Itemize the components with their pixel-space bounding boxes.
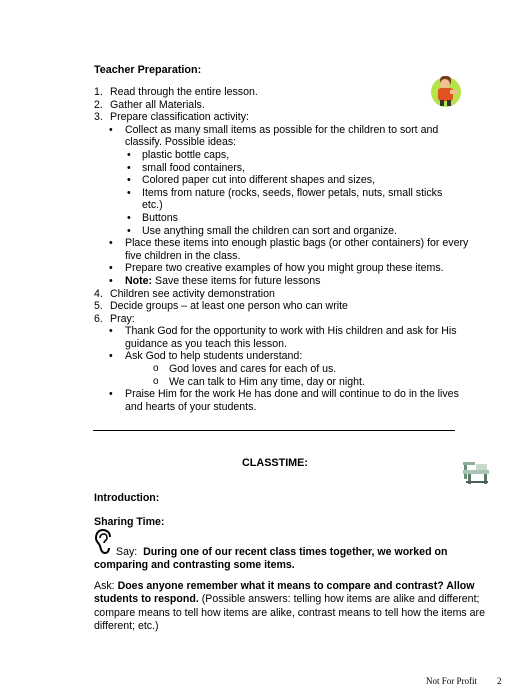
bullet-item: • Prepare two creative examples of how you might group these items.: [109, 262, 444, 275]
bullet-item: • Praise Him for the work He has done and will continue to do in the lives and hearts of your students.: [109, 388, 459, 413]
footer-text: Not For Profit: [426, 676, 478, 686]
bullet-item: • Place these items into enough plastic bags (or other containers) for every five children in the class.: [109, 237, 469, 262]
section-divider: [93, 430, 455, 431]
list-item: 3. Prepare classification activity:: [94, 111, 249, 124]
idea-item: • Items from nature (rocks, seeds, flower petals, nuts, small sticks etc.): [127, 186, 443, 212]
note-item: • Note: Save these items for future lessons: [109, 274, 321, 287]
list-item: 4. Children see activity demonstration: [94, 287, 275, 300]
idea-item: • Use anything small the children can sort and organize.: [127, 224, 397, 237]
bullet-item: • Ask God to help students understand:: [109, 350, 303, 363]
list-item: 6. Pray:: [94, 312, 135, 325]
introduction-heading: Introduction:: [94, 492, 160, 504]
sub-item: o God loves and cares for each of us.: [153, 363, 337, 376]
sharing-time-heading: Sharing Time:: [94, 516, 165, 528]
ask-paragraph: Ask: Does anyone remember what it means to compare and contrast? Allow students to respond. (Possible answers: telling how items are alike and different; compare means to tell how items are alike, contrast means to tell how the items are different; etc.): [94, 580, 485, 633]
list-item: 2. Gather all Materials.: [94, 98, 205, 111]
list-item: 5. Decide groups – at least one person who can write: [94, 300, 348, 313]
page-number: 2: [497, 676, 502, 686]
say-paragraph: Say: During one of our recent class times together, we worked on comparing and contrasting some items.: [94, 546, 448, 572]
school-desk-icon: [460, 456, 492, 486]
idea-item: • small food containers,: [127, 161, 246, 174]
list-item: 1. Read through the entire lesson.: [94, 86, 258, 98]
sub-item: o We can talk to Him any time, day or night.: [153, 375, 365, 388]
classtime-heading: CLASSTIME:: [242, 457, 308, 469]
teacher-preparation-heading: Teacher Preparation:: [94, 64, 202, 76]
teacher-preparation-list: [94, 86, 474, 413]
bullet-item: • Thank God for the opportunity to work with His children and ask for His guidance as you teach this lesson.: [109, 325, 457, 350]
idea-item: • plastic bottle caps,: [127, 148, 230, 161]
idea-item: • Colored paper cut into different shapes and sizes,: [127, 174, 376, 187]
bullet-item: • Collect as many small items as possible for the children to sort and classify. Possible ideas:: [109, 123, 439, 149]
idea-item: • Buttons: [127, 211, 178, 224]
